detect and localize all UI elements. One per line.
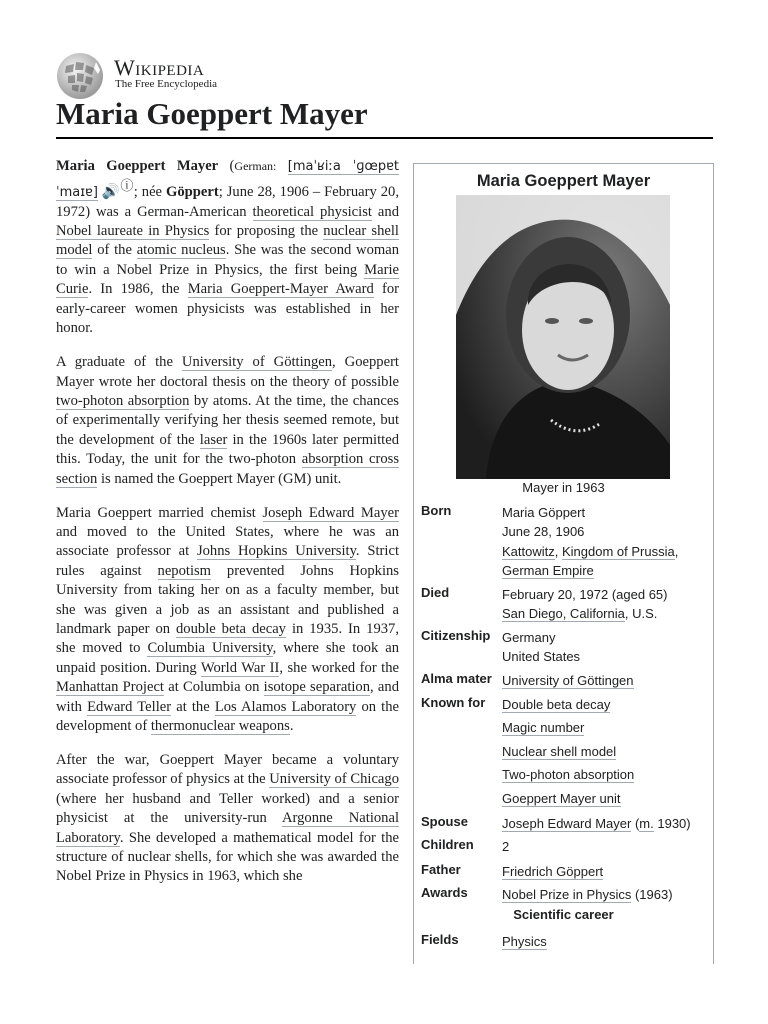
link-spouse[interactable]: Joseph Edward Mayer xyxy=(502,816,632,831)
link-married-abbr[interactable]: m. xyxy=(639,816,654,831)
link-argonne[interactable]: Argonne National Laboratory xyxy=(56,810,399,846)
page-title: Maria Goeppert Mayer xyxy=(56,96,368,131)
link-nobel-prize-physics[interactable]: Nobel Prize in Physics xyxy=(502,887,632,902)
subject-name: Maria Goeppert Mayer xyxy=(56,158,219,174)
article-body xyxy=(56,157,399,901)
link-known-magic-number[interactable]: Magic number xyxy=(502,720,585,736)
label-born: Born xyxy=(421,503,452,518)
link-known-gm-unit[interactable]: Goeppert Mayer unit xyxy=(502,790,621,806)
value-fields xyxy=(502,932,712,951)
link-nuclear-shell-model[interactable]: nuclear shell model xyxy=(56,223,399,259)
link-physics[interactable]: Physics xyxy=(502,934,547,949)
link-german-empire[interactable]: German Empire xyxy=(502,563,594,579)
link-world-war-ii[interactable]: World War II xyxy=(200,659,280,676)
wikipedia-wordmark[interactable]: Wikipedia xyxy=(114,55,205,80)
scientific-career-header: Scientific career xyxy=(513,907,614,922)
value-father xyxy=(502,862,712,881)
link-alma-gottingen[interactable]: University of Göttingen xyxy=(502,673,634,688)
link-los-alamos[interactable]: Los Alamos Laboratory xyxy=(214,698,357,715)
link-kingdom-of-prussia[interactable]: Kingdom of Prussia xyxy=(561,543,675,559)
value-children: 2 xyxy=(502,839,510,854)
link-laser[interactable]: laser xyxy=(199,431,228,448)
link-known-nuclear-shell-model[interactable]: Nuclear shell model xyxy=(502,743,617,759)
link-columbia-university[interactable]: Columbia University xyxy=(147,640,273,657)
value-died: February 20, 1972 (aged 65) San Diego, California, U.S. xyxy=(502,585,712,624)
link-university-gottingen[interactable]: University of Göttingen xyxy=(181,354,333,371)
paragraph-career: Maria Goeppert married chemist Joseph Edward Mayer and moved to the United States, where he was an associate professor at Johns Hopkins University. Strict rules against nepotism prevented Johns Hopkins University from taking her on as a faculty member, but she was given a job as an assistant and published a landmark paper on double beta decay in 1935. In 1937, she moved to Columbia University, where she took an unpaid position. During World War II, she worked for the Manhattan Project at Columbia on isotope separation, and with Edward Teller at the Los Alamos Laboratory on the development of thermonuclear weapons. xyxy=(56,504,400,735)
paragraph-postwar: After the war, Goeppert Mayer became a voluntary associate professor of physics at the University of Chicago (where her husband and Teller worked) and a senior physicist at the university-run Argonne National Laboratory. She developed a mathematical model for the structure of nuclear shells, for which she was awarded the Nobel Prize in Physics in 1963, which she xyxy=(56,752,399,885)
photo-caption: Mayer in 1963 xyxy=(522,480,605,495)
paragraph-intro: Maria Goeppert Mayer (German: [maˈʁiːa ˈɡœpɐt ˈmaɪɐ] 🔊ⓘ; née Göppert; June 28, 1906 – February 20, 1972) was a German-American theoretical physicist and Nobel laureate in Physics for proposing the nuclear shell model of the atomic nucleus. She was the second woman to win a Nobel Prize in Physics, the first being Marie Curie. In 1986, the Maria Goeppert-Mayer Award for early-career women physicists was established in her honor. xyxy=(56,158,400,337)
link-isotope-separation[interactable]: isotope separation xyxy=(263,679,371,696)
link-nepotism[interactable]: nepotism xyxy=(157,562,212,579)
link-absorption-cross-section[interactable]: absorption cross section xyxy=(56,451,399,487)
died-date: February 20, 1972 (aged 65) xyxy=(502,587,668,602)
value-citizenship xyxy=(502,628,712,667)
link-kattowitz[interactable]: Kattowitz xyxy=(502,543,555,559)
label-spouse: Spouse xyxy=(421,814,468,829)
born-name: Maria Göppert xyxy=(502,505,586,520)
link-father[interactable]: Friedrich Göppert xyxy=(502,864,604,879)
link-manhattan-project[interactable]: Manhattan Project xyxy=(56,679,164,696)
title-rule xyxy=(56,137,713,139)
link-atomic-nucleus[interactable]: atomic nucleus xyxy=(136,242,226,259)
link-edward-teller[interactable]: Edward Teller xyxy=(87,698,172,715)
link-marie-curie[interactable]: Marie Curie xyxy=(56,261,399,298)
info-icon[interactable]: ⓘ xyxy=(120,178,134,194)
label-fields: Fields xyxy=(421,932,459,947)
paragraph-education: A graduate of the University of Göttingen, Goeppert Mayer wrote her doctoral thesis on the theory of possible two-photon absorption by atoms. At the time, the chances of experimentally verifying her thesis seemed remote, but the development of the laser in the 1960s later permitted this. Today, the unit for the two-photon absorption cross section is named the Goeppert Mayer (GM) unit. xyxy=(56,354,399,487)
link-two-photon-absorption[interactable]: two-photon absorption xyxy=(56,392,190,409)
link-known-two-photon[interactable]: Two-photon absorption xyxy=(502,767,635,783)
wikipedia-globe-logo[interactable] xyxy=(56,52,104,100)
link-theoretical-physicist[interactable]: theoretical physicist xyxy=(252,203,372,220)
value-alma-mater xyxy=(502,671,712,690)
infobox xyxy=(413,163,714,964)
value-known-for xyxy=(502,695,712,812)
label-father: Father xyxy=(421,862,461,877)
infobox-title: Maria Goeppert Mayer xyxy=(476,172,651,190)
link-university-chicago[interactable]: University of Chicago xyxy=(269,771,399,788)
label-alma-mater: Alma mater xyxy=(421,671,492,686)
link-goeppert-mayer-award[interactable]: Maria Goeppert-Mayer Award xyxy=(187,281,374,298)
portrait-photo[interactable] xyxy=(456,195,670,479)
label-children: Children xyxy=(421,837,474,852)
value-awards: Nobel Prize in Physics (1963) xyxy=(502,887,673,902)
link-san-diego[interactable]: San Diego, California xyxy=(502,606,625,622)
value-born: Maria Göppert June 28, 1906 Kattowitz, Kingdom of Prussia, German Empire xyxy=(502,503,712,581)
language-label: German: xyxy=(234,159,277,173)
wikipedia-tagline: The Free Encyclopedia xyxy=(115,78,218,90)
born-date: June 28, 1906 xyxy=(502,524,585,540)
speaker-icon[interactable]: 🔊 xyxy=(101,184,121,201)
ipa-pronunciation-link[interactable]: [maˈʁiːa ˈɡœpɐt ˈmaɪɐ] xyxy=(56,159,399,201)
citizenship-us: United States xyxy=(502,649,581,665)
link-known-double-beta-decay[interactable]: Double beta decay xyxy=(502,697,611,712)
nee-label: née xyxy=(141,184,163,201)
label-awards: Awards xyxy=(421,885,468,900)
link-thermonuclear-weapons[interactable]: thermonuclear weapons xyxy=(150,718,290,735)
citizenship-germany: Germany xyxy=(502,630,556,645)
link-nobel-laureate[interactable]: Nobel laureate in Physics xyxy=(56,223,210,240)
link-double-beta-decay[interactable]: double beta decay xyxy=(176,620,286,637)
label-died: Died xyxy=(421,585,450,600)
link-johns-hopkins[interactable]: Johns Hopkins University xyxy=(196,543,356,560)
birth-name: Göppert xyxy=(166,184,219,201)
link-joseph-edward-mayer[interactable]: Joseph Edward Mayer xyxy=(262,504,399,521)
label-citizenship: Citizenship xyxy=(421,628,491,643)
value-spouse: Joseph Edward Mayer (m. 1930) xyxy=(502,816,691,831)
label-known-for: Known for xyxy=(421,695,486,710)
